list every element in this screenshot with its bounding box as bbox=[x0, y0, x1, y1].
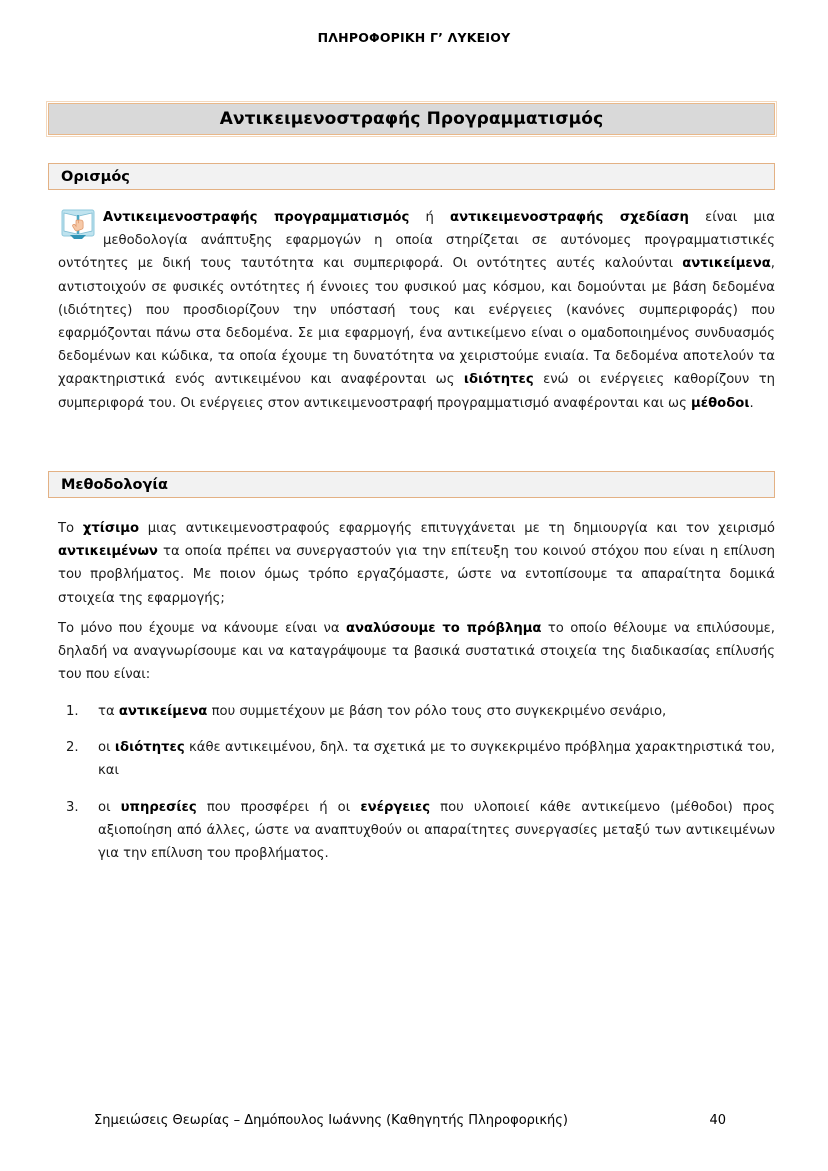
document-title-banner bbox=[48, 103, 775, 135]
page-footer bbox=[0, 1113, 828, 1128]
definition-text-3: , αντιστοιχούν σε φυσικές οντότητες ή έννοιες του φυσικού μας κόσμου, και δομούνται με βάση δεδομένα (ιδιότητες) που προσδιορίζουν την υπόστασή τους και ενέργειες (κανόνες συμπεριφοράς) που εφαρμόζονται πάνω στα δεδομένα. Σε μια εφαρμογή, ένα αντικείμενο είναι ο ομαδοποιημένος συνδυασμός δεδομένων και κώδικα, τα οποία έχουμε τη δυνατότητα να χειριστούμε ενιαία. Τα δεδομένα αποτελούν τα χαρακτηριστικά ενός αντικειμένου και αναφέρονται ως bbox=[58, 256, 775, 388]
list-item-text-2: που προσφέρει ή οι bbox=[196, 799, 361, 815]
list-item-number: 2. bbox=[66, 740, 79, 756]
methodology-p2-text-1: Το μόνο που έχουμε να κάνουμε είναι να bbox=[58, 621, 346, 636]
definition-text-2: είναι μια μεθοδολογία ανάπτυξης εφαρμογών η οποία στηρίζεται σε αυτόνομες προγραμματιστικές οντότητες με δική τους ταυτότητα και συμπεριφορά. Οι οντότητες αυτές καλούνται bbox=[58, 210, 776, 272]
analysis-steps-list bbox=[58, 700, 775, 878]
list-item bbox=[58, 700, 775, 723]
definition-bold-design: αντικειμενοστραφής σχεδίαση bbox=[450, 210, 689, 225]
list-item-bold-properties: ιδιότητες bbox=[114, 740, 185, 756]
definition-bold-properties: ιδιότητες bbox=[463, 372, 534, 388]
methodology-p1-text-1: Το bbox=[58, 521, 83, 536]
list-item-number: 1. bbox=[66, 704, 79, 719]
definition-paragraph bbox=[58, 206, 775, 415]
methodology-paragraph-1 bbox=[58, 517, 775, 610]
methodology-p2-bold-analyze: αναλύσουμε το πρόβλημα bbox=[345, 621, 542, 636]
methodology-p2-text-2: το οποίο θέλουμε να επιλύσουμε, δηλαδή να αναγνωρίσουμε και να καταγράψουμε τα βασικά συστατικά στοιχεία της διαδικασίας επίλυσής του που είναι: bbox=[58, 621, 776, 683]
methodology-paragraph-2 bbox=[58, 617, 775, 687]
list-item-number: 3. bbox=[66, 799, 79, 815]
definition-bold-methods: μέθοδοι bbox=[691, 395, 750, 411]
definition-text-4: ενώ οι ενέργειες καθορίζουν τη συμπεριφορά του. Οι ενέργειες στον αντικειμενοστραφή προγραμματισμό αναφέρονται και ως bbox=[58, 372, 775, 411]
list-item-bold-actions: ενέργειες bbox=[360, 799, 431, 815]
section-heading-label: Μεθοδολογία bbox=[61, 476, 168, 493]
page-title: Αντικειμενοστραφής Προγραμματισμός bbox=[219, 109, 604, 129]
methodology-p1-bold-objects: αντικειμένων bbox=[58, 544, 158, 560]
definition-bold-objects: αντικείμενα bbox=[682, 256, 771, 272]
list-item-text-1: οι bbox=[98, 799, 121, 815]
running-header: ΠΛΗΡΟΦΟΡΙΚΗ Γ’ ΛΥΚΕΙΟΥ bbox=[317, 30, 511, 45]
section-heading-label: Ορισμός bbox=[61, 168, 130, 185]
definition-text-5: . bbox=[749, 395, 754, 411]
list-item-bold-services: υπηρεσίες bbox=[120, 799, 197, 815]
footer-text: Σημειώσεις Θεωρίας – Δημόπουλος Ιωάννης (Καθηγητής Πληροφορικής) bbox=[94, 1113, 568, 1128]
definition-bold-oop: Αντικειμενοστραφής προγραμματισμός bbox=[103, 210, 410, 225]
section-header-definition bbox=[48, 163, 775, 190]
list-item bbox=[58, 736, 775, 782]
methodology-p1-bold-building: χτίσιμο bbox=[82, 521, 140, 536]
list-item-text-3: που υλοποιεί κάθε αντικείμενο (μέθοδοι) προς αξιοποίηση από άλλες, ώστε να αναπτυχθούν οι απαραίτητες συνεργασίες μεταξύ των αντικειμένων για την επίλυση του προβλήματος. bbox=[98, 799, 775, 862]
list-item-text-1: τα bbox=[98, 704, 119, 719]
section-header-methodology bbox=[48, 471, 775, 498]
methodology-p1-text-3: τα οποία πρέπει να συνεργαστούν για την επίτευξη του κοινού στόχου που είναι η επίλυση του προβλήματος. Με ποιον όμως τρόπο εργαζόμαστε, ώστε να εντοπίσουμε τα απαραίτητα δομικά στοιχεία της εφαρμογής; bbox=[58, 544, 775, 606]
list-item-text-1: οι bbox=[98, 740, 115, 756]
open-book-with-hand-icon bbox=[61, 208, 95, 240]
list-item bbox=[58, 796, 775, 866]
list-item-text-2: που συμμετέχουν με βάση τον ρόλο τους στο συγκεκριμένο σενάριο, bbox=[207, 704, 667, 719]
page-number: 40 bbox=[709, 1113, 726, 1128]
definition-text-1: ή bbox=[409, 210, 451, 225]
list-item-bold-objects: αντικείμενα bbox=[118, 704, 208, 719]
list-item-text-2: κάθε αντικειμένου, δηλ. τα σχετικά με το συγκεκριμένο πρόβλημα χαρακτηριστικά του, και bbox=[98, 740, 775, 779]
methodology-p1-text-2: μιας αντικειμενοστραφούς εφαρμογής επιτυγχάνεται με τη δημιουργία και τον χειρισμό bbox=[139, 521, 775, 536]
